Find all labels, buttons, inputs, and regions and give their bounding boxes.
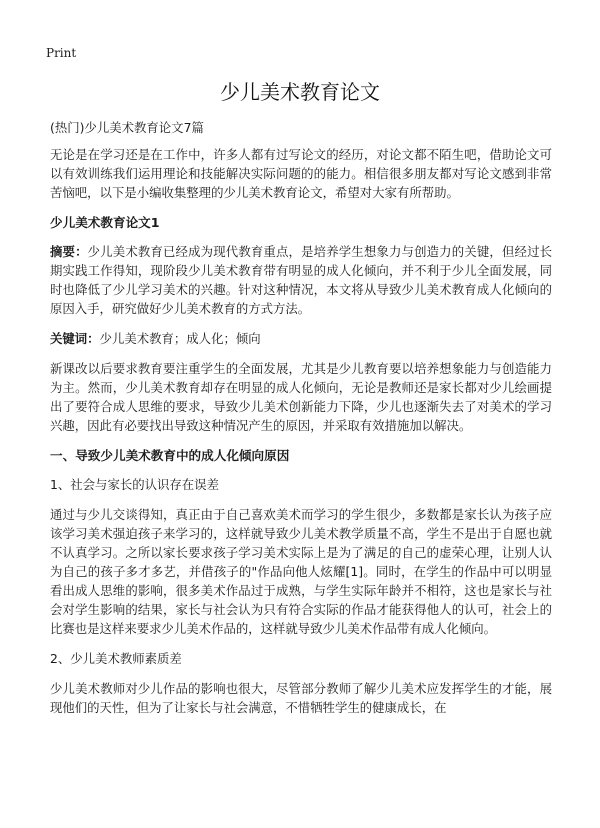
section-heading-1: 一、导致少儿美术教育中的成人化倾向原因 [50,448,290,463]
document-subtitle: (热门)少儿美术教育论文7篇 [50,120,204,135]
keywords-paragraph [50,329,552,348]
print-label: Print [46,46,77,60]
abstract-paragraph [50,242,552,318]
body-paragraph-1: 新课改以后要求教育要注重学生的全面发展，尤其是少儿教育要以培养想象能力与创造能力为主。然而，少儿美术教育却存在明显的成人化倾向，无论是教师还是家长都对少儿绘画提出了要符合成人思维的要求，导致少儿美术创新能力下降，少儿也逐渐失去了对美术的学习兴趣，因此有必要找出导致这种情况产生的原因，并采取有效措施加以解决。 [50,361,552,433]
keywords-text: 少儿美术教育；成人化；倾向 [99,331,261,346]
essay-title: 少儿美术教育论文1 [50,215,160,230]
sub-heading-2: 2、少儿美术教师素质差 [50,651,182,666]
sub-paragraph-1: 通过与少儿交谈得知，真正由于自己喜欢美术而学习的学生很少，多数都是家长认为孩子应该学习美术强迫孩子来学习的，这样就导致少儿美术教学质量不高，学生不是出于自愿也就不认真学习。之所以家长要求孩子学习美术实际上是为了满足的自己的虚荣心理，让别人认为自己的孩子多才多艺，并借孩子的"作品向他人炫耀[1]。同时，在学生的作品中可以明显看出成人思维的影响，很多美术作品过于成熟，与学生实际年龄并不相符，这也是家长与社会对学生影响的结果，家长与社会认为只有符合实际的作品才能获得他人的认可，社会上的比赛也是这样来要求少儿美术作品的，这样就导致少儿美术作品带有成人化倾向。 [50,507,552,636]
document-body [50,118,552,728]
keywords-label: 关键词： [50,331,100,346]
document-title: 少儿美术教育论文 [220,80,380,104]
sub-paragraph-2: 少儿美术教师对少儿作品的影响也很大，尽管部分教师了解少儿美术应发挥学生的才能，展现他们的天性，但为了让家长与社会满意，不惜牺牲学生的健康成长，在 [50,681,552,715]
abstract-text: 少儿美术教育已经成为现代教育重点，是培养学生想象力与创造力的关键，但经过长期实践工作得知，现阶段少儿美术教育带有明显的成人化倾向，并不利于少儿全面发展，同时也降低了少儿学习美术的兴趣。针对这种情况，本文将从导致少儿美术教育成人化倾向的原因入手，研究做好少儿美术教育的方式方法。 [50,244,553,316]
sub-heading-1: 1、社会与家长的认识存在误差 [50,477,219,492]
intro-paragraph: 无论是在学习还是在工作中，许多人都有过写论文的经历，对论文都不陌生吧，借助论文可以有效训练我们运用理论和技能解决实际问题的的能力。相信很多朋友都对写论文感到非常苦恼吧，以下是小编收集整理的少儿美术教育论文，希望对大家有所帮助。 [50,147,552,200]
abstract-label: 摘要： [50,244,88,259]
